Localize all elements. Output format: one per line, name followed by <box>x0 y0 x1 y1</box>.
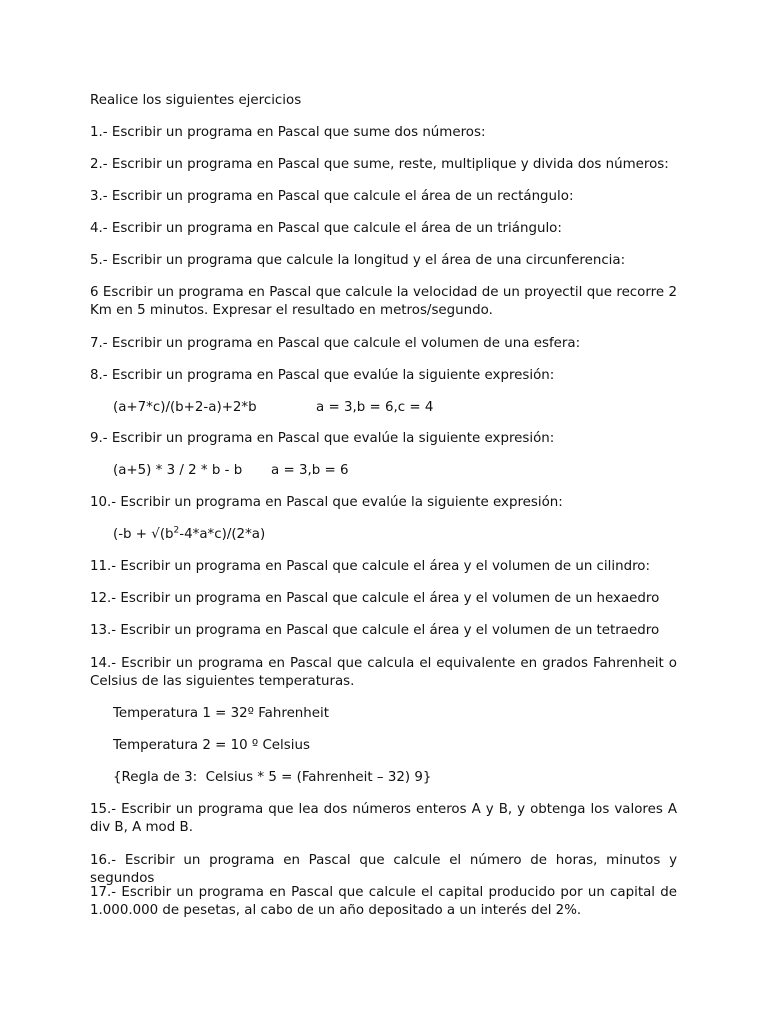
exercise-5: 5.- Escribir un programa que calcule la longitud y el área de una circunferencia: <box>90 253 626 268</box>
exercise-15: 15.- Escribir un programa que lea dos números enteros A y B, y obtenga los valores A div B, A mod B. <box>90 802 677 835</box>
document-title: Realice los siguientes ejercicios <box>90 93 302 108</box>
expression-part-2: -4*a*c)/(2*a) <box>179 527 266 542</box>
superscript-2: 2 <box>173 525 180 536</box>
exercise-1: 1.- Escribir un programa en Pascal que sume dos números: <box>90 125 486 140</box>
exercise-8-expression: (a+7*c)/(b+2-a)+2*b <box>113 400 257 415</box>
expression-part-1: (-b + √(b <box>113 527 174 542</box>
exercise-7: 7.- Escribir un programa en Pascal que calcule el volumen de una esfera: <box>90 336 581 351</box>
exercise-8: 8.- Escribir un programa en Pascal que evalúe la siguiente expresión: <box>90 368 555 383</box>
exercise-8-values: a = 3,b = 6,c = 4 <box>316 400 434 415</box>
exercise-4: 4.- Escribir un programa en Pascal que calcule el área de un triángulo: <box>90 221 562 236</box>
exercise-3: 3.- Escribir un programa en Pascal que calcule el área de un rectángulo: <box>90 189 574 204</box>
exercise-6: 6 Escribir un programa en Pascal que calcule la velocidad de un proyectil que recorre 2 Km en 5 minutos. Expresar el resultado en metros/segundo. <box>90 285 677 318</box>
exercise-9-values: a = 3,b = 6 <box>271 463 349 478</box>
exercise-10-expression <box>113 526 265 544</box>
exercise-14: 14.- Escribir un programa en Pascal que calcula el equivalente en grados Fahrenheit o Celsius de las siguientes temperaturas. <box>90 656 677 689</box>
conversion-rule: {Regla de 3: Celsius * 5 = (Fahrenheit – 32) 9} <box>113 770 432 785</box>
exercise-13: 13.- Escribir un programa en Pascal que calcule el área y el volumen de un tetraedro <box>90 623 660 638</box>
exercise-10: 10.- Escribir un programa en Pascal que evalúe la siguiente expresión: <box>90 495 563 510</box>
temperature-1: Temperatura 1 = 32º Fahrenheit <box>113 706 329 721</box>
exercise-12: 12.- Escribir un programa en Pascal que calcule el área y el volumen de un hexaedro <box>90 591 660 606</box>
exercise-9-expression: (a+5) * 3 / 2 * b - b <box>113 463 243 478</box>
exercise-16: 16.- Escribir un programa en Pascal que calcule el número de horas, minutos y segundos <box>90 853 677 886</box>
exercise-17: 17.- Escribir un programa en Pascal que calcule el capital producido por un capital de 1.000.000 de pesetas, al cabo de un año depositado a un interés del 2%. <box>90 885 677 918</box>
exercise-9: 9.- Escribir un programa en Pascal que evalúe la siguiente expresión: <box>90 431 555 446</box>
temperature-2: Temperatura 2 = 10 º Celsius <box>113 738 310 753</box>
exercise-2: 2.- Escribir un programa en Pascal que sume, reste, multiplique y divida dos números: <box>90 157 669 172</box>
exercise-11: 11.- Escribir un programa en Pascal que calcule el área y el volumen de un cilindro: <box>90 559 650 574</box>
